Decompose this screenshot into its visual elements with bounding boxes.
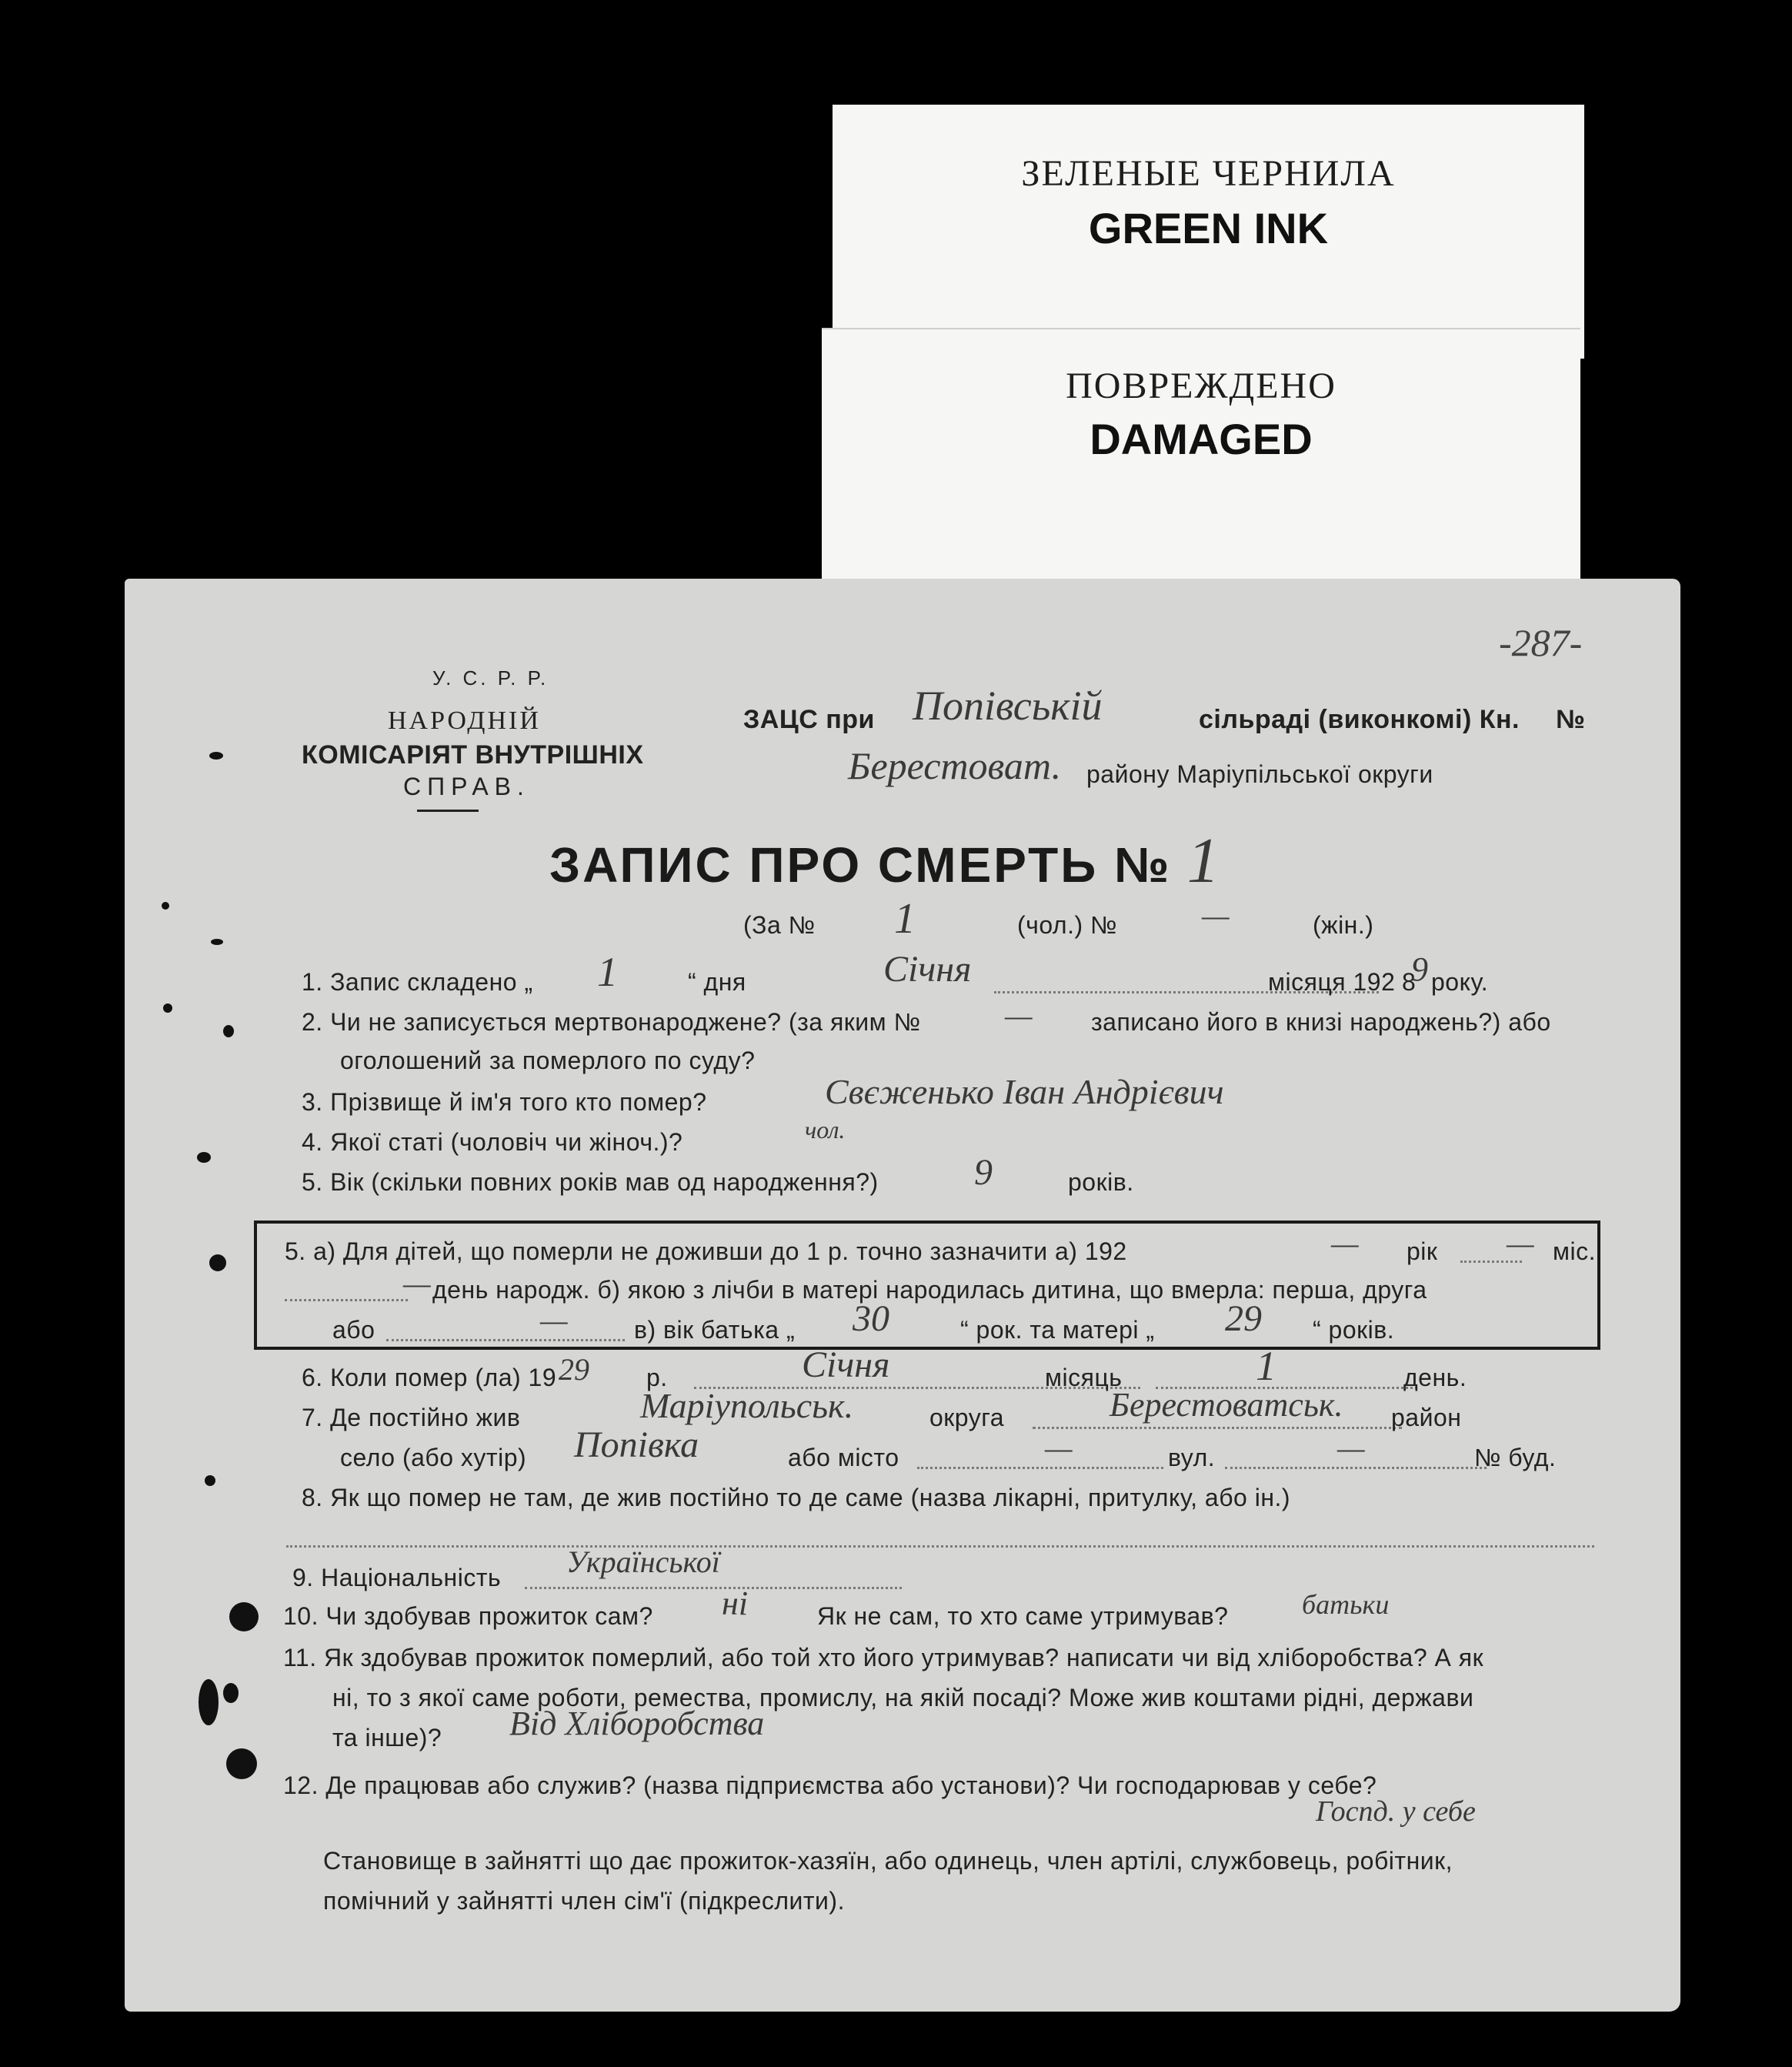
item6-month: Січня — [802, 1344, 890, 1385]
item7-misto-dots — [917, 1467, 1163, 1469]
item7-selo-label: село (або хутір) — [340, 1444, 527, 1471]
damaged-ru: ПОВРЕЖДЕНО — [1066, 366, 1336, 406]
item7-raion-label: район — [1391, 1404, 1462, 1431]
box-day-dots — [285, 1299, 408, 1301]
green-ink-en: GREEN INK — [1088, 204, 1329, 252]
item1-year-printed: 8 — [1402, 968, 1417, 996]
item9-value: Української — [566, 1544, 720, 1579]
item7-vul-label: вул. — [1168, 1444, 1216, 1471]
item1-label: 1. Запис складено „ — [302, 968, 533, 996]
item1-month-label: місяця 192 — [1268, 968, 1396, 996]
item4-value: чол. — [805, 1116, 846, 1144]
district-label: району Маріупільської округи — [1086, 760, 1433, 788]
org-line2: КОМІСАРІЯТ ВНУТРІШНІХ — [302, 740, 644, 770]
item7-vul-value: — — [1337, 1431, 1365, 1465]
item11-line3: та інше)? — [332, 1724, 442, 1751]
sub-male-label: (чол.) № — [1017, 911, 1117, 939]
item1-month: Січня — [883, 949, 972, 990]
status-line1: Становище в зайнятті що дає прожиток-хазяїн, або одинець, член артілі, службовець, робітник, — [323, 1847, 1453, 1875]
item11-value: Від Хліборобства — [509, 1705, 765, 1742]
damaged-en: DAMAGED — [1090, 415, 1313, 463]
item7-vul-dots — [1225, 1467, 1487, 1469]
damaged-label-card — [822, 328, 1580, 582]
record-title — [549, 823, 1220, 898]
punch-hole-mark — [226, 1748, 257, 1779]
record-title-number: 1 — [1186, 825, 1220, 897]
punch-hole-mark — [223, 1025, 234, 1037]
zags-value: Попівській — [913, 683, 1103, 729]
punch-hole-mark — [199, 1679, 219, 1725]
box-line2: день народж. б) якою з лічби в матері народилась дитина, що вмерла: перша, друга — [432, 1276, 1427, 1304]
header-rule — [417, 810, 479, 812]
sub-female-label: (жін.) — [1313, 911, 1374, 939]
punch-hole-mark — [163, 1003, 172, 1013]
sub-za-value: 1 — [894, 895, 916, 943]
box-line3-father-label: в) вік батька „ — [634, 1316, 796, 1344]
item11-line1: 11. Як здобував прожиток померлий, або той хто його утримував? написати чи від хліборобства? А як — [283, 1644, 1484, 1671]
item3-label: 3. Прізвище й ім'я того кто помер? — [302, 1088, 707, 1116]
item7-raion-dots — [1033, 1427, 1402, 1429]
item5-label: 5. Вік (скільки повних років мав од народження?) — [302, 1168, 879, 1196]
country-heading: У. С. Р. Р. — [432, 666, 549, 690]
item6-day: 1 — [1256, 1343, 1276, 1389]
item11-line2: ні, то з якої саме роботи, ремества, промислу, на якій посаді? Може жив коштами рідні, держави — [332, 1684, 1474, 1711]
punch-hole-mark — [197, 1152, 211, 1163]
item10-value2: батьки — [1302, 1589, 1390, 1620]
green-ink-ru: ЗЕЛЕНЫЕ ЧЕРНИЛА — [1021, 153, 1396, 194]
item7-raion-value: Берестоватськ. — [1110, 1386, 1343, 1424]
item10-label: 10. Чи здобував прожиток сам? — [283, 1602, 653, 1630]
item7-bud-label: № буд. — [1474, 1444, 1557, 1471]
item9-dots — [525, 1587, 902, 1589]
item6-month-label: місяць — [1045, 1364, 1123, 1391]
box-line3-end: “ років. — [1313, 1316, 1395, 1344]
sub-male-value: — — [1202, 898, 1230, 933]
item7-okruha-label: округа — [929, 1404, 1004, 1431]
box-line1: 5. а) Для дітей, що померли не доживши до 1 р. точно зазначити а) 192 — [285, 1237, 1127, 1265]
box-mother-age: 29 — [1225, 1298, 1262, 1339]
box-line3-or: або — [332, 1316, 375, 1344]
box-line1-mis: міс. — [1553, 1237, 1596, 1265]
item5-value: 9 — [974, 1152, 993, 1193]
item1-day-close: “ дня — [688, 968, 746, 996]
item12-label: 12. Де працював або служив? (назва підприємства або установи)? Чи господарював у себе? — [283, 1771, 1377, 1799]
item7-okruha-value: Маріупольськ. — [640, 1386, 854, 1425]
punch-hole-mark — [209, 752, 223, 760]
punch-hole-mark — [162, 902, 169, 910]
book-number-label: № — [1556, 705, 1586, 734]
box-year: — — [1331, 1226, 1359, 1261]
item4-label: 4. Якої статі (чоловіч чи жіноч.)? — [302, 1128, 683, 1156]
archive-sheet-number: -287- — [1499, 621, 1583, 664]
item6-r: р. — [646, 1364, 668, 1391]
status-line2: помічний у зайнятті член сім'ї (підкреслити). — [323, 1887, 845, 1915]
punch-hole-mark — [209, 1254, 226, 1271]
box-day: — — [403, 1266, 431, 1301]
item6-year: 29 — [559, 1352, 589, 1387]
item7-selo-value: Попівка — [574, 1424, 699, 1465]
item9-label: 9. Національність — [292, 1564, 502, 1591]
council-label: сільраді (виконкомі) Кн. — [1199, 705, 1520, 734]
zags-label: ЗАЦС при — [743, 705, 875, 734]
punch-hole-mark — [205, 1475, 215, 1486]
item6-day-label: день. — [1403, 1364, 1467, 1391]
item1-year-value: 9 — [1411, 950, 1428, 988]
item12-value: Госпд. у себе — [1316, 1795, 1476, 1828]
item2-line2: оголошений за померлого по суду? — [340, 1047, 756, 1074]
sub-za-label: (За № — [743, 911, 816, 939]
punch-hole-mark — [211, 939, 223, 945]
item2-value: — — [1005, 998, 1033, 1033]
item2-tail: записано його в книзі народжень?) або — [1091, 1008, 1551, 1036]
item6-label: 6. Коли помер (ла) 19 — [302, 1364, 557, 1391]
item7-misto-label: або місто — [788, 1444, 899, 1471]
item1-year-label: року. — [1431, 968, 1489, 996]
item10-value: ні — [722, 1584, 749, 1622]
item7-misto-value: — — [1045, 1431, 1073, 1465]
box-father-age: 30 — [853, 1298, 889, 1339]
box-order-dots — [386, 1339, 625, 1341]
record-title-label: ЗАПИС ПРО СМЕРТЬ № — [549, 837, 1172, 893]
item1-day: 1 — [597, 949, 618, 995]
item7-label: 7. Де постійно жив — [302, 1404, 521, 1431]
org-line1: НАРОДНІЙ — [388, 706, 541, 735]
box-line3-mother-label: “ рок. та матері „ — [960, 1316, 1155, 1344]
item8-label: 8. Як що помер не там, де жив постійно то де саме (назва лікарні, притулку, або ін.) — [302, 1484, 1291, 1511]
org-line3: СПРАВ. — [403, 773, 530, 800]
box-month: — — [1507, 1226, 1534, 1261]
item3-value: Свєженько Іван Андрієвич — [825, 1072, 1224, 1111]
box-order: — — [540, 1303, 568, 1337]
item8-dots — [286, 1545, 1594, 1548]
death-record-sheet — [125, 579, 1680, 2012]
punch-hole-mark — [229, 1602, 259, 1631]
punch-hole-mark — [223, 1683, 239, 1703]
district-value: Берестоват. — [848, 744, 1062, 787]
item5-tail: років. — [1068, 1168, 1134, 1196]
green-ink-label-card — [833, 105, 1584, 359]
item2-label: 2. Чи не записується мертвонароджене? (за яким № — [302, 1008, 921, 1036]
item10-mid: Як не сам, то хто саме утримував? — [817, 1602, 1229, 1630]
box-line1-rik: рік — [1407, 1237, 1438, 1265]
